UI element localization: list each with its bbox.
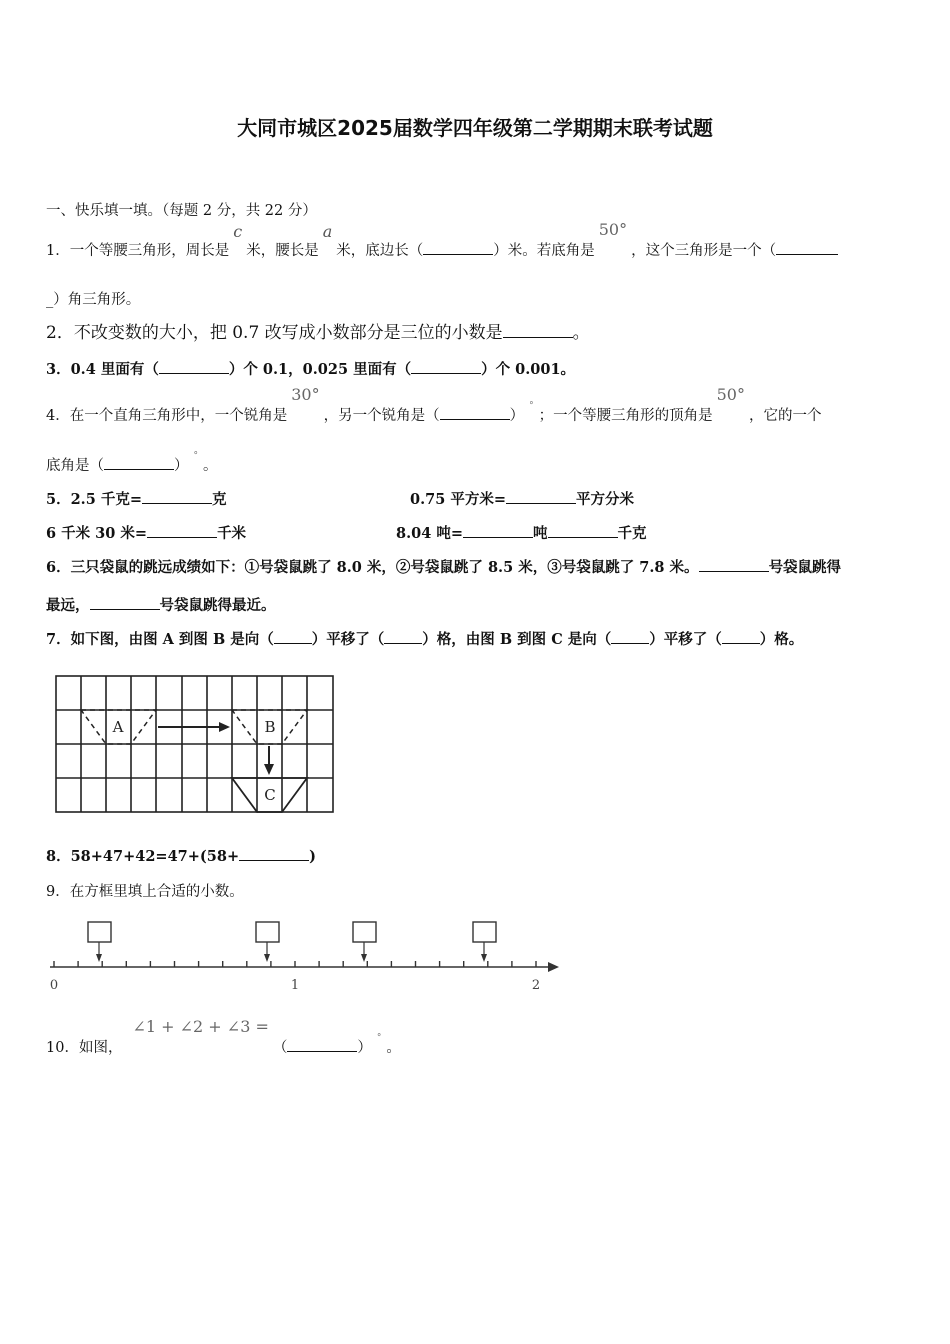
answer-box[interactable] [473,922,496,942]
answer-blank[interactable] [384,629,422,644]
question-9: 9．在方框里填上合适的小数。 [46,884,244,900]
question-2: 2．不改变数的大小，把 0.7 改写成小数部分是三位的小数是 。 [46,323,590,343]
tick-label-1: 1 [290,978,300,993]
translation-grid-figure [54,674,336,816]
answer-blank[interactable] [463,523,533,538]
angle-50: 50° [716,385,745,404]
tick-label-0: 0 [49,978,59,993]
question-5-b: 0.75 平方米= 平方分米 [410,491,635,508]
arrow-down-icon [361,954,367,962]
question-1-cont: _）角三角形。 [46,292,141,308]
arrow-down-icon [481,954,487,962]
question-1: 1．一个等腰三角形，周长是c米，腰长是a米，底边长（ ）米。若底角是50°，这个三角形是一个（ [46,240,838,261]
box-pointers [99,942,484,958]
question-6: 6．三只袋鼠的跳远成绩如下：①号袋鼠跳了 8.0 米，②号袋鼠跳了 8.5 米，③号袋鼠跳了 7.8 米。 号袋鼠跳得 [46,559,842,576]
arrow-right-icon [548,962,559,972]
answer-box[interactable] [256,922,279,942]
tick-label-2: 2 [531,978,541,993]
label-b: B [264,718,276,736]
question-5-d: 8.04 吨= 吨 千克 [396,525,647,542]
arrow-down-icon [264,954,270,962]
grid-lines [56,676,333,812]
ticks [54,961,536,967]
question-10: 10．如图，∠1 + ∠2 + ∠3 =（ ）°。 [46,1017,401,1056]
answer-blank[interactable] [239,846,309,861]
answer-blank[interactable] [90,595,160,610]
question-8: 8．58+47+42=47+(58+ ) [46,848,316,865]
angle-sum-expression: ∠1 + ∠2 + ∠3 = [132,1017,269,1036]
answer-blank[interactable] [142,489,212,504]
answer-blank[interactable] [548,523,618,538]
question-4-cont: 底角是（ ）°。 [46,451,218,474]
variable-c: c [233,222,243,241]
answer-blank[interactable] [411,359,481,374]
variable-a: a [322,222,333,241]
answer-blank[interactable] [506,489,576,504]
angle-30: 30° [291,385,320,404]
section-heading: 一、快乐填一填。（每题 2 分，共 22 分） [46,203,317,219]
answer-blank[interactable] [611,629,649,644]
question-4: 4．在一个直角三角形中，一个锐角是30°，另一个锐角是（ ）°；一个等腰三角形的顶角是50°，它的一个 [46,385,822,424]
answer-blank[interactable] [147,523,217,538]
question-6-cont: 最远， 号袋鼠跳得最近。 [46,597,276,614]
label-a: A [112,718,124,736]
answer-blank[interactable] [159,359,229,374]
answer-box[interactable] [88,922,111,942]
question-3: 3．0.4 里面有（ ）个 0.1，0.025 里面有（ ）个 0.001。 [46,361,576,378]
page-title: 大同市城区2025届数学四年级第二学期期末联考试题 [237,116,713,140]
question-5-c: 6 千米 30 米= 千米 [46,525,247,542]
number-line-figure [44,918,564,998]
answer-blank[interactable] [440,405,510,420]
answer-boxes [88,922,496,942]
answer-blank[interactable] [423,240,493,255]
answer-blank[interactable] [503,323,573,338]
answer-blank[interactable] [287,1037,357,1052]
answer-box[interactable] [353,922,376,942]
question-5-a: 5．2.5 千克= 克 [46,491,227,508]
answer-blank[interactable] [104,455,174,470]
label-c: C [264,786,276,804]
question-7: 7．如下图，由图 A 到图 B 是向（ ）平移了（ ）格，由图 B 到图 C 是向（ ）平移了（ ）格。 [46,631,804,648]
arrow-down-icon [264,764,274,775]
answer-blank[interactable] [274,629,312,644]
arrow-right-icon [219,722,230,732]
answer-blank[interactable] [699,557,769,572]
answer-blank[interactable] [722,629,760,644]
angle-50: 50° [598,220,628,239]
arrow-down-icon [96,954,102,962]
answer-blank[interactable] [776,240,838,255]
